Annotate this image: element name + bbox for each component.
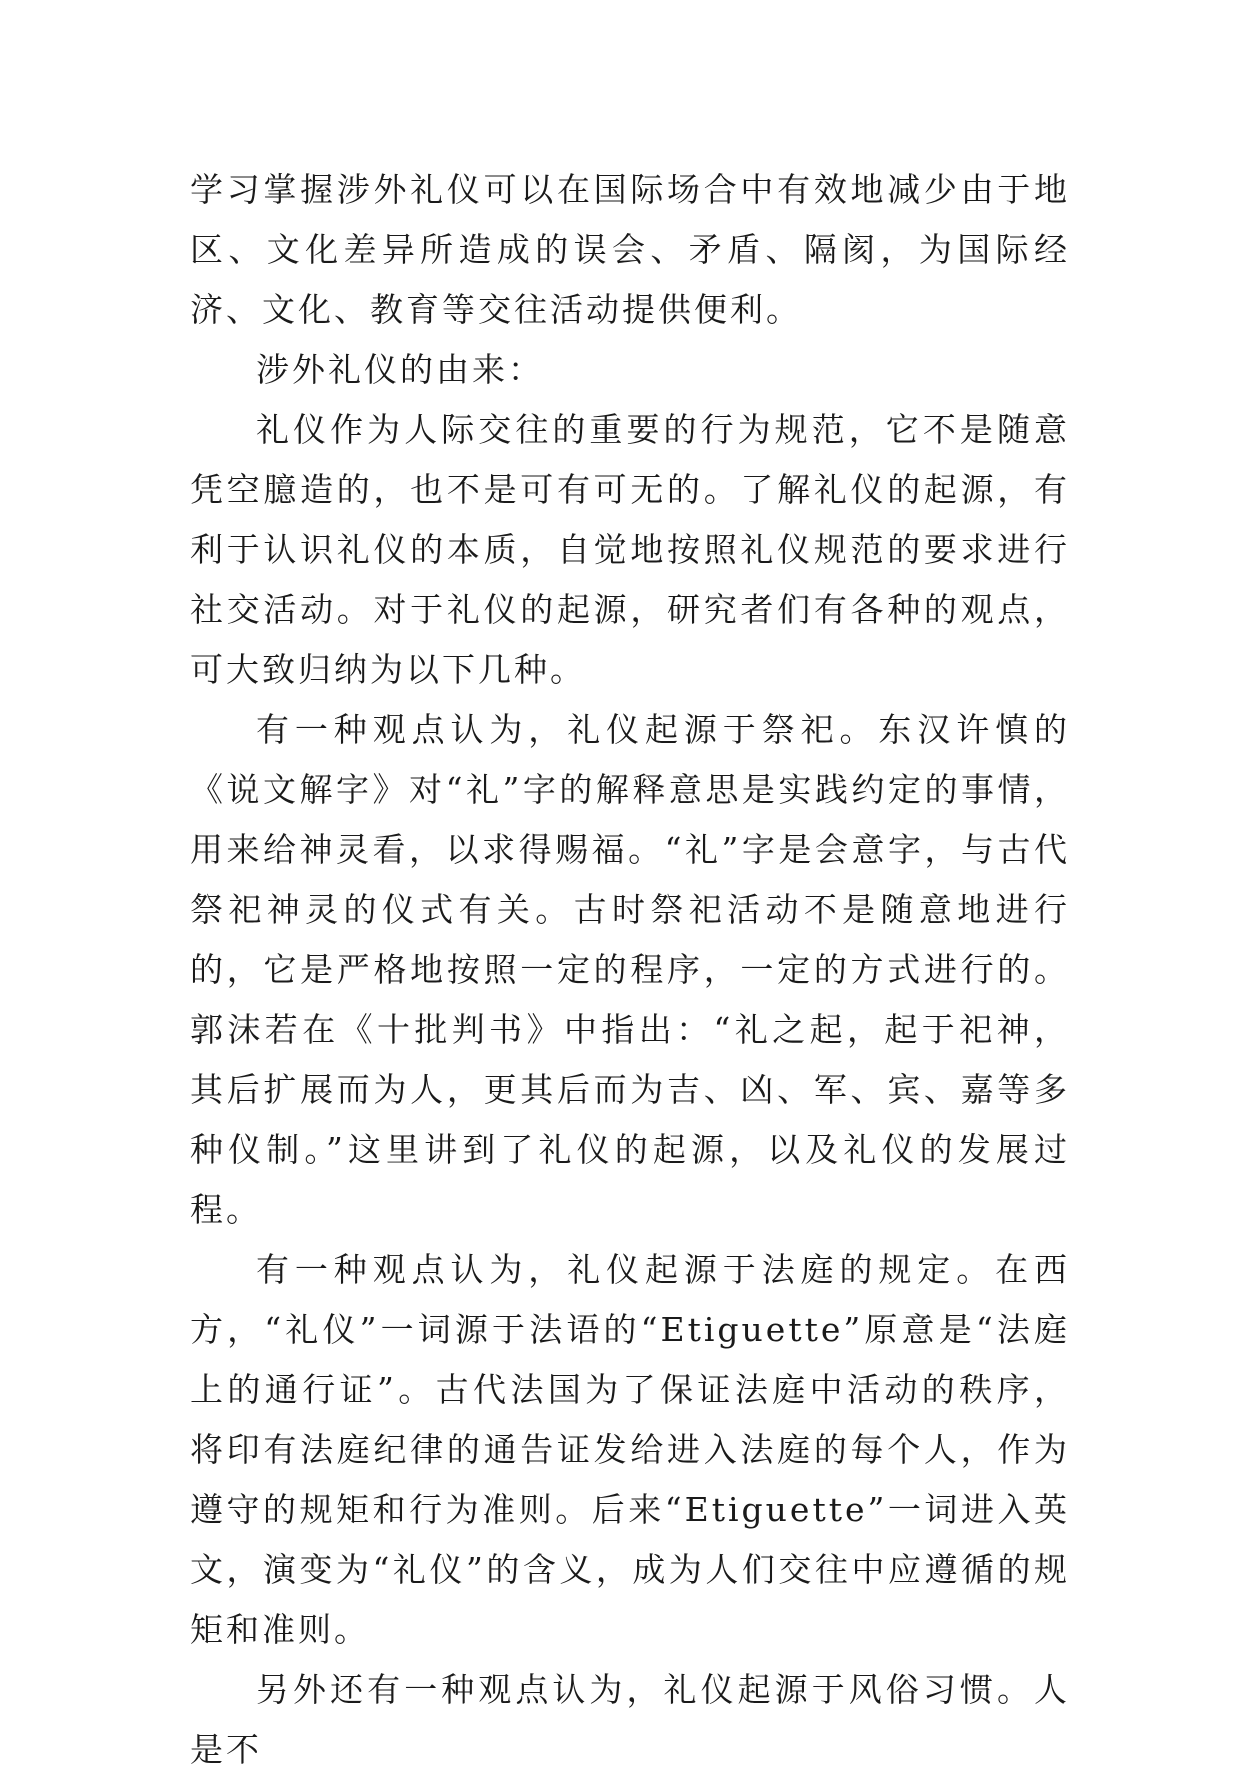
paragraph-etiquette-norms: 礼仪作为人际交往的重要的行为规范，它不是随意凭空臆造的，也不是可有可无的。了解礼仪的起源，有利于认识礼仪的本质，自觉地按照礼仪规范的要求进行社交活动。对于礼仪的起源，研究者们有各种的观点，可大致归纳为以下几种。 [190, 410, 1070, 689]
paragraph-origin-sacrifice: 有一种观点认为，礼仪起源于祭祀。东汉许慎的《说文解字》对“礼”字的解释意思是实践约定的事情，用来给神灵看，以求得赐福。“礼”字是会意字，与古代祭祀神灵的仪式有关。古时祭祀活动不是随意地进行的，它是严格地按照一定的程序，一定的方式进行的。郭沫若在《十批判书》中指出：“礼之起，起于祀神，其后扩展而为人，更其后而为吉、凶、军、宾、嘉等多种仪制。”这里讲到了礼仪的起源，以及礼仪的发展过程。 [190, 710, 1070, 1229]
paragraph-heading-origin: 涉外礼仪的由来： [256, 350, 544, 389]
document-body [190, 160, 1070, 1780]
paragraph-origin-customs: 另外还有一种观点认为，礼仪起源于风俗习惯。人是不 [190, 1670, 1070, 1769]
paragraph-intro: 学习掌握涉外礼仪可以在国际场合中有效地减少由于地区、文化差异所造成的误会、矛盾、隔阂，为国际经济、文化、教育等交往活动提供便利。 [190, 170, 1070, 329]
paragraph-origin-court: 有一种观点认为，礼仪起源于法庭的规定。在西方，“礼仪”一词源于法语的“Etiguette”原意是“法庭上的通行证”。古代法国为了保证法庭中活动的秩序，将印有法庭纪律的通告证发给进入法庭的每个人，作为遵守的规矩和行为准则。后来“Etiguette”一词进入英文，演变为“礼仪”的含义，成为人们交往中应遵循的规矩和准则。 [190, 1250, 1070, 1649]
